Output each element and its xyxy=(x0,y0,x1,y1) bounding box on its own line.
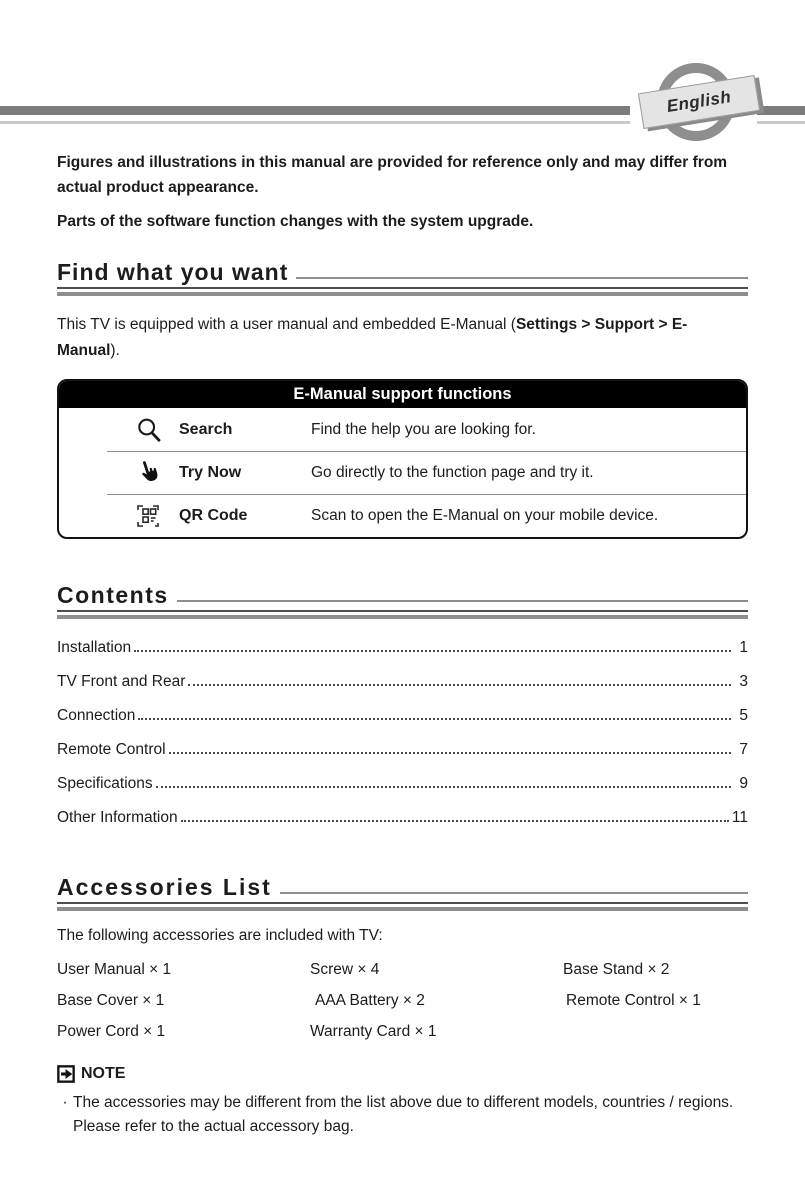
toc-entry xyxy=(57,639,748,659)
list-item: Base Cover × 1 xyxy=(57,992,165,1009)
accessories-intro: The following accessories are included with TV: xyxy=(57,927,383,944)
toc-entry-page: 5 xyxy=(739,707,748,724)
list-item: Remote Control × 1 xyxy=(566,992,701,1009)
find-paragraph-suffix: ). xyxy=(110,342,120,359)
support-row-description: Scan to open the E-Manual on your mobile device. xyxy=(311,507,659,524)
toc-entry xyxy=(57,673,748,693)
heading-rule xyxy=(57,610,748,619)
search-icon xyxy=(135,416,171,444)
toc-dot-leader xyxy=(156,786,731,788)
toc-entry-label: Specifications xyxy=(57,775,153,792)
toc-entry-label: Remote Control xyxy=(57,741,166,758)
list-item: User Manual × 1 xyxy=(57,961,172,978)
support-table-body xyxy=(107,408,746,537)
note-bullet-item xyxy=(57,1091,748,1139)
toc-entry-page: 7 xyxy=(739,741,748,758)
note-block xyxy=(57,1065,748,1139)
list-item: AAA Battery × 2 xyxy=(315,992,425,1009)
toc-dot-leader xyxy=(169,752,731,754)
tap-hand-icon xyxy=(135,459,171,487)
table-of-contents xyxy=(57,639,748,829)
support-row-description: Go directly to the function page and try it. xyxy=(311,464,594,481)
page-content xyxy=(0,150,805,1139)
support-table-header: E-Manual support functions xyxy=(59,381,746,408)
intro-block xyxy=(57,150,748,234)
find-section-title: Find what you want xyxy=(57,259,289,285)
list-item-empty xyxy=(563,1023,748,1041)
support-row-label: Try Now xyxy=(179,464,242,481)
support-row-description: Find the help you are looking for. xyxy=(311,420,536,438)
heading-tail-line xyxy=(177,600,748,602)
table-row xyxy=(107,451,746,494)
contents-section xyxy=(57,581,748,829)
toc-entry-page: 11 xyxy=(731,809,748,826)
toc-entry-page: 3 xyxy=(739,673,748,690)
page-header xyxy=(0,0,805,150)
toc-entry-label: Connection xyxy=(57,707,136,724)
toc-dot-leader xyxy=(188,684,731,686)
heading-tail-line xyxy=(296,277,748,279)
top-rule-left xyxy=(0,106,630,124)
language-badge xyxy=(640,58,770,150)
support-row-label: Search xyxy=(179,420,233,438)
toc-dot-leader xyxy=(134,650,731,652)
find-section xyxy=(57,258,748,539)
contents-section-title: Contents xyxy=(57,582,169,608)
heading-tail-line xyxy=(280,892,748,894)
accessories-section-head xyxy=(57,873,748,901)
find-paragraph-bold: Settings > Support > E-Manual xyxy=(57,316,688,359)
support-row-label: QR Code xyxy=(179,507,248,524)
accessories-grid xyxy=(57,961,748,1041)
find-section-paragraph xyxy=(57,312,748,364)
intro-line-2: Parts of the software function changes with the system upgrade. xyxy=(57,213,534,230)
table-row xyxy=(107,494,746,537)
list-item: Power Cord × 1 xyxy=(57,1023,166,1040)
contents-section-head xyxy=(57,581,748,609)
toc-entry-page: 9 xyxy=(739,775,748,792)
toc-entry-label: TV Front and Rear xyxy=(57,673,186,690)
toc-entry-page: 1 xyxy=(739,639,748,656)
note-bullet-text: The accessories may be different from the list above due to different models, countries / regions. Please refer to the actual accessory bag. xyxy=(73,1094,734,1135)
qr-code-icon xyxy=(135,503,171,529)
toc-entry xyxy=(57,775,748,795)
note-label: NOTE xyxy=(81,1065,126,1082)
toc-dot-leader xyxy=(181,820,729,822)
bullet-dot: · xyxy=(62,1094,68,1111)
accessories-section xyxy=(57,873,748,1041)
list-item: Warranty Card × 1 xyxy=(310,1023,437,1040)
note-head xyxy=(57,1065,748,1083)
toc-entry xyxy=(57,741,748,761)
heading-rule xyxy=(57,287,748,296)
accessories-section-title: Accessories List xyxy=(57,874,272,900)
toc-entry xyxy=(57,809,748,829)
toc-entry xyxy=(57,707,748,727)
find-section-head xyxy=(57,258,748,286)
note-arrow-icon xyxy=(57,1065,75,1083)
toc-entry-label: Other Information xyxy=(57,809,178,826)
toc-entry-label: Installation xyxy=(57,639,132,656)
intro-line-1: Figures and illustrations in this manual are provided for reference only and may differ from actual product appearance. xyxy=(57,154,728,196)
table-row xyxy=(107,408,746,451)
heading-rule xyxy=(57,902,748,911)
list-item: Screw × 4 xyxy=(310,961,380,978)
find-paragraph-prefix: This TV is equipped with a user manual and embedded E-Manual ( xyxy=(57,316,516,333)
emanual-support-table xyxy=(57,379,748,539)
toc-dot-leader xyxy=(138,718,731,720)
list-item: Base Stand × 2 xyxy=(563,961,670,978)
language-badge-label: English xyxy=(665,87,733,116)
